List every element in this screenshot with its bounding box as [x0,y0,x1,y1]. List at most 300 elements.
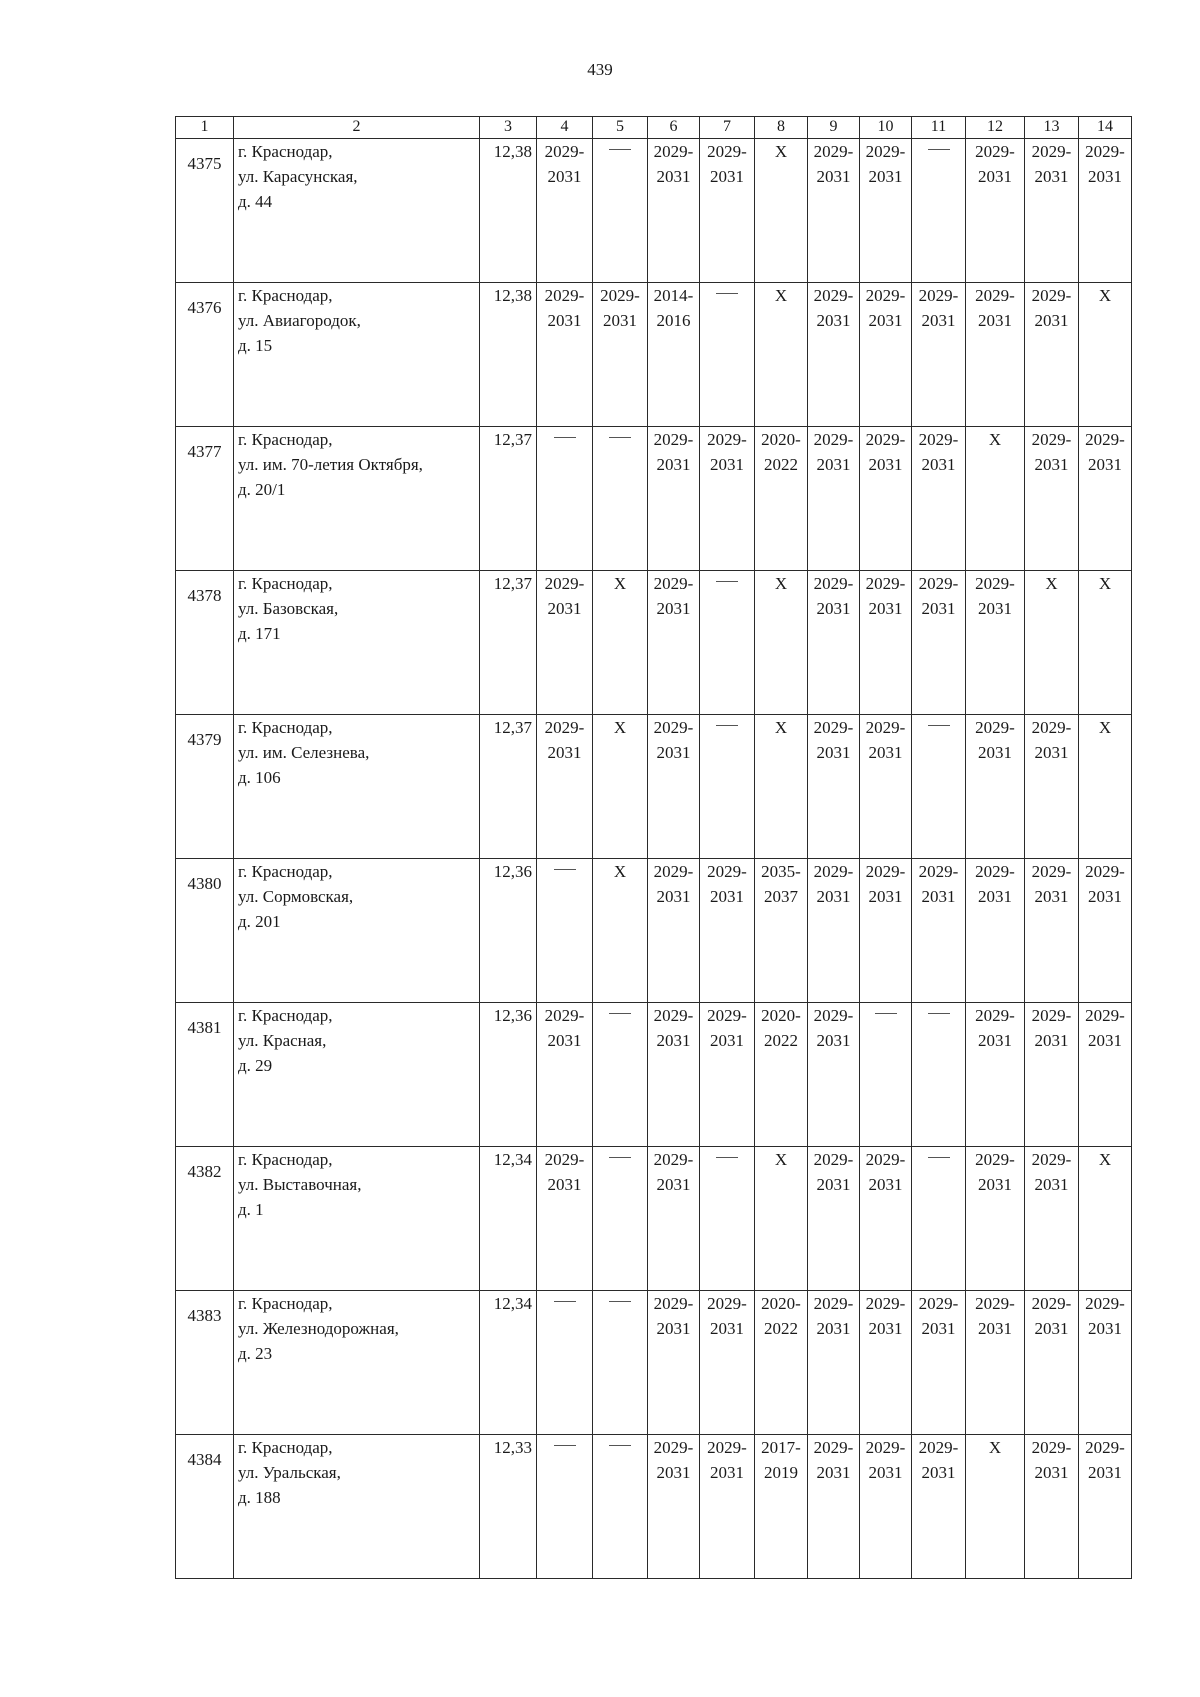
period-start: 2029- [918,574,959,593]
period-end: 2031 [710,167,744,186]
period-start: 2029- [975,862,1015,881]
period-end: 2031 [868,599,903,618]
period-end: 2031 [978,743,1012,762]
address-line: ул. Сормовская, [238,887,354,906]
table-row [176,1435,1132,1579]
table-row [176,859,1132,1003]
address-line: ул. Выставочная, [238,1175,362,1194]
schedule-cell [808,1291,860,1435]
column-header-6: 6 [648,117,700,139]
period-start: 2029- [544,718,585,737]
schedule-cell [537,283,593,427]
x-mark: X [1045,574,1058,593]
period-start: 2029- [653,1294,694,1313]
table-body [176,139,1132,1579]
address-line: г. Краснодар, [238,862,333,881]
value-cell: 12,37 [480,571,537,715]
period-start: 2029- [813,862,854,881]
address-line: д. 44 [238,192,273,211]
period-start: 2029- [707,1294,747,1313]
registry-table [175,116,1132,1579]
period-end: 2031 [868,167,903,186]
period-start: 2029- [975,286,1015,305]
table-row [176,571,1132,715]
period-start: 2029- [865,718,906,737]
schedule-cell [860,1003,912,1147]
period-end: 2031 [656,1319,691,1338]
period-end: 2022 [764,1319,798,1338]
address-cell [234,1147,480,1291]
schedule-cell [1079,1147,1132,1291]
address-line: ул. им. 70-летия Октября, [238,455,423,474]
schedule-cell [1025,139,1079,283]
schedule-cell [537,859,593,1003]
schedule-cell [755,1147,808,1291]
address-cell [234,715,480,859]
period-end: 2031 [710,1319,744,1338]
value-cell: 12,33 [480,1435,537,1579]
period-end: 2031 [710,1463,744,1482]
period-start: 2029- [918,430,959,449]
schedule-cell [1079,427,1132,571]
period-start: 2029- [1031,718,1072,737]
period-end: 2031 [1034,167,1069,186]
period-start: 2029- [544,574,585,593]
schedule-cell [593,1003,648,1147]
period-start: 2029- [975,142,1015,161]
schedule-cell [755,859,808,1003]
column-header-8: 8 [755,117,808,139]
address-line: ул. Железнодорожная, [238,1319,399,1338]
schedule-cell [648,1291,700,1435]
period-start: 2029- [813,1294,854,1313]
period-end: 2031 [547,743,582,762]
address-line: д. 106 [238,768,281,787]
period-end: 2031 [978,1031,1012,1050]
row-number [176,859,234,1003]
schedule-cell [1079,1291,1132,1435]
schedule-cell [912,715,966,859]
period-end: 2031 [710,1031,744,1050]
period-start: 2029- [918,1294,959,1313]
period-end: 2031 [547,599,582,618]
column-header-11: 11 [912,117,966,139]
schedule-cell [966,571,1025,715]
schedule-cell [700,283,755,427]
period-end: 2031 [868,311,903,330]
schedule-cell [755,1003,808,1147]
period-start: 2029- [653,1006,694,1025]
period-end: 2031 [816,167,851,186]
page-number: 439 [587,60,613,79]
value-cell: 12,34 [480,1291,537,1435]
dash-mark [716,581,738,582]
schedule-cell [537,427,593,571]
dash-mark [716,725,738,726]
period-end: 2031 [656,167,691,186]
x-mark: X [774,718,788,737]
period-end: 2031 [978,167,1012,186]
period-start: 2029- [918,1438,959,1457]
column-header-13: 13 [1025,117,1079,139]
schedule-cell [1079,571,1132,715]
schedule-cell [755,283,808,427]
period-end: 2031 [921,311,956,330]
schedule-cell [912,1147,966,1291]
period-start: 2029- [544,286,585,305]
dash-mark [875,1013,897,1014]
dash-mark [716,1157,738,1158]
period-end: 2031 [656,887,691,906]
period-start: 2029- [813,574,854,593]
value-cell: 12,38 [480,139,537,283]
x-mark: X [988,1438,1002,1457]
period-start: 2029- [865,430,906,449]
address-cell [234,283,480,427]
row-number-text: 4381 [187,1018,222,1037]
schedule-cell [966,1435,1025,1579]
address-line: д. 20/1 [238,480,286,499]
value-cell: 12,37 [480,715,537,859]
period-end: 2031 [656,1031,691,1050]
schedule-cell [755,1291,808,1435]
schedule-cell [755,1435,808,1579]
period-start: 2029- [707,1006,747,1025]
period-start: 2020- [761,1006,801,1025]
period-end: 2031 [868,887,903,906]
period-end: 2031 [1034,455,1069,474]
period-end: 2031 [1034,1319,1069,1338]
table-row [176,283,1132,427]
row-number [176,427,234,571]
period-start: 2029- [865,862,906,881]
schedule-cell [1025,1003,1079,1147]
header-row [176,117,1132,139]
schedule-cell [648,139,700,283]
period-end: 2031 [816,1175,851,1194]
schedule-cell [593,1291,648,1435]
row-number-text: 4382 [187,1162,222,1181]
period-start: 2035- [761,862,801,881]
dash-mark [609,1301,631,1302]
schedule-cell [808,1003,860,1147]
period-start: 2029- [600,286,640,305]
period-end: 2031 [710,455,744,474]
row-number-text: 4384 [187,1450,222,1469]
period-end: 2031 [1034,1175,1069,1194]
schedule-cell [808,427,860,571]
period-end: 2031 [816,1031,851,1050]
period-end: 2031 [816,887,851,906]
schedule-cell [593,139,648,283]
x-mark: X [774,574,788,593]
period-end: 2031 [868,1175,903,1194]
schedule-cell [700,571,755,715]
period-start: 2029- [813,430,854,449]
schedule-cell [966,1147,1025,1291]
address-line: ул. им. Селезнева, [238,743,370,762]
period-start: 2029- [707,142,747,161]
address-cell [234,1435,480,1579]
schedule-cell [966,1291,1025,1435]
period-start: 2029- [865,286,906,305]
row-number [176,1147,234,1291]
schedule-cell [860,139,912,283]
column-header-3: 3 [480,117,537,139]
period-start: 2029- [865,1438,906,1457]
period-end: 2031 [868,1319,903,1338]
row-number-text: 4383 [187,1306,222,1325]
row-number-text: 4376 [187,298,222,317]
dash-mark [609,1157,631,1158]
column-header-12: 12 [966,117,1025,139]
period-start: 2029- [1031,430,1072,449]
row-number [176,1291,234,1435]
period-start: 2029- [1085,862,1125,881]
period-start: 2029- [1085,1438,1125,1457]
period-end: 2031 [921,599,956,618]
row-number [176,139,234,283]
period-end: 2031 [978,599,1012,618]
period-start: 2029- [813,1006,854,1025]
period-start: 2029- [1085,430,1125,449]
schedule-cell [700,139,755,283]
schedule-cell [755,715,808,859]
schedule-cell [700,1291,755,1435]
period-start: 2029- [865,574,906,593]
column-header-9: 9 [808,117,860,139]
period-end: 2031 [1088,887,1122,906]
period-end: 2031 [547,167,582,186]
schedule-cell [1079,1003,1132,1147]
x-mark: X [1098,574,1112,593]
schedule-cell [860,859,912,1003]
address-line: ул. Базовская, [238,599,339,618]
period-end: 2031 [816,599,851,618]
period-start: 2029- [653,718,694,737]
period-end: 2031 [1034,311,1069,330]
period-end: 2031 [978,1319,1012,1338]
schedule-cell [860,283,912,427]
row-number-text: 4377 [187,442,222,461]
schedule-cell [1025,571,1079,715]
period-start: 2029- [653,862,694,881]
column-header-7: 7 [700,117,755,139]
period-end: 2031 [816,1463,851,1482]
dash-mark [928,1013,950,1014]
period-start: 2029- [653,1150,694,1169]
value-cell: 12,34 [480,1147,537,1291]
dash-mark [554,437,576,438]
period-start: 2029- [865,142,906,161]
schedule-cell [912,427,966,571]
address-line: д. 1 [238,1200,264,1219]
period-start: 2029- [1031,1294,1072,1313]
period-end: 2031 [1088,1319,1122,1338]
schedule-cell [966,1003,1025,1147]
period-end: 2031 [868,455,903,474]
period-end: 2031 [978,1175,1012,1194]
schedule-cell [912,139,966,283]
period-start: 2029- [1031,862,1072,881]
period-start: 2029- [813,286,854,305]
period-end: 2037 [764,887,798,906]
value-cell: 12,36 [480,1003,537,1147]
period-start: 2029- [544,1006,585,1025]
schedule-cell [1025,1435,1079,1579]
schedule-cell [1025,427,1079,571]
address-cell [234,571,480,715]
address-line: ул. Уральская, [238,1463,341,1482]
schedule-cell [860,1291,912,1435]
schedule-cell [912,1003,966,1147]
dash-mark [554,869,576,870]
period-end: 2031 [868,743,903,762]
schedule-cell [593,1147,648,1291]
schedule-cell [537,139,593,283]
schedule-cell [912,859,966,1003]
schedule-cell [648,859,700,1003]
period-end: 2031 [816,1319,851,1338]
schedule-cell [808,283,860,427]
schedule-cell [537,1435,593,1579]
period-end: 2031 [547,311,582,330]
schedule-cell [593,283,648,427]
schedule-cell [808,859,860,1003]
x-mark: X [988,430,1002,449]
dash-mark [609,1013,631,1014]
address-line: ул. Красная, [238,1031,327,1050]
period-end: 2031 [978,311,1012,330]
dash-mark [609,1445,631,1446]
row-number [176,1435,234,1579]
schedule-cell [860,1147,912,1291]
period-start: 2020- [761,430,801,449]
period-start: 2029- [975,1006,1015,1025]
period-end: 2031 [1034,887,1069,906]
period-end: 2019 [764,1463,798,1482]
schedule-cell [912,1435,966,1579]
schedule-cell [648,1003,700,1147]
address-cell [234,859,480,1003]
period-start: 2029- [544,1150,585,1169]
address-line: д. 23 [238,1344,273,1363]
period-end: 2031 [1088,167,1122,186]
x-mark: X [1098,718,1112,737]
schedule-cell [755,427,808,571]
table-row [176,139,1132,283]
schedule-cell [700,427,755,571]
period-start: 2029- [1085,1006,1125,1025]
schedule-cell [966,859,1025,1003]
schedule-cell [593,427,648,571]
dash-mark [554,1301,576,1302]
period-start: 2029- [813,1150,854,1169]
dash-mark [716,293,738,294]
address-cell [234,1003,480,1147]
address-line: д. 201 [238,912,281,931]
period-start: 2029- [707,862,747,881]
schedule-cell [700,1003,755,1147]
table-row [176,1003,1132,1147]
address-line: д. 15 [238,336,273,355]
schedule-cell [912,571,966,715]
address-cell [234,1291,480,1435]
period-start: 2029- [975,1150,1015,1169]
row-number [176,715,234,859]
schedule-cell [1025,1291,1079,1435]
period-start: 2029- [653,1438,694,1457]
period-start: 2029- [813,142,854,161]
period-start: 2029- [707,1438,747,1457]
schedule-cell [808,715,860,859]
period-end: 2022 [764,1031,798,1050]
value-cell: 12,36 [480,859,537,1003]
period-end: 2031 [921,1463,956,1482]
period-start: 2020- [761,1294,801,1313]
row-number-text: 4380 [187,874,222,893]
column-header-1: 1 [176,117,234,139]
schedule-cell [1079,859,1132,1003]
address-line: г. Краснодар, [238,430,333,449]
address-line: ул. Авиагородок, [238,311,361,330]
x-mark: X [613,574,627,593]
period-start: 2029- [1031,142,1072,161]
address-line: д. 29 [238,1056,273,1075]
schedule-cell [537,1291,593,1435]
schedule-cell [1079,715,1132,859]
schedule-cell [648,571,700,715]
period-end: 2031 [921,1319,956,1338]
row-number [176,1003,234,1147]
dash-mark [928,149,950,150]
schedule-cell [1079,1435,1132,1579]
period-end: 2031 [656,1175,691,1194]
period-end: 2031 [603,311,637,330]
column-header-5: 5 [593,117,648,139]
period-start: 2029- [813,718,854,737]
period-start: 2029- [707,430,747,449]
address-line: г. Краснодар, [238,718,333,737]
schedule-cell [808,571,860,715]
period-start: 2029- [1031,1006,1072,1025]
schedule-cell [1025,1147,1079,1291]
schedule-cell [1025,715,1079,859]
row-number [176,571,234,715]
schedule-cell [912,1291,966,1435]
address-line: г. Краснодар, [238,1006,333,1025]
column-header-2: 2 [234,117,480,139]
x-mark: X [613,718,627,737]
column-header-14: 14 [1079,117,1132,139]
schedule-cell [808,139,860,283]
table-row [176,427,1132,571]
schedule-cell [860,1435,912,1579]
period-end: 2031 [656,455,691,474]
row-number-text: 4375 [187,154,222,173]
period-start: 2029- [653,430,694,449]
column-header-4: 4 [537,117,593,139]
period-start: 2029- [1031,286,1072,305]
x-mark: X [1098,286,1112,305]
period-start: 2029- [1031,1150,1072,1169]
period-start: 2029- [918,286,959,305]
x-mark: X [774,142,788,161]
dash-mark [609,437,631,438]
period-end: 2031 [816,743,851,762]
schedule-cell [537,1003,593,1147]
schedule-cell [808,1435,860,1579]
